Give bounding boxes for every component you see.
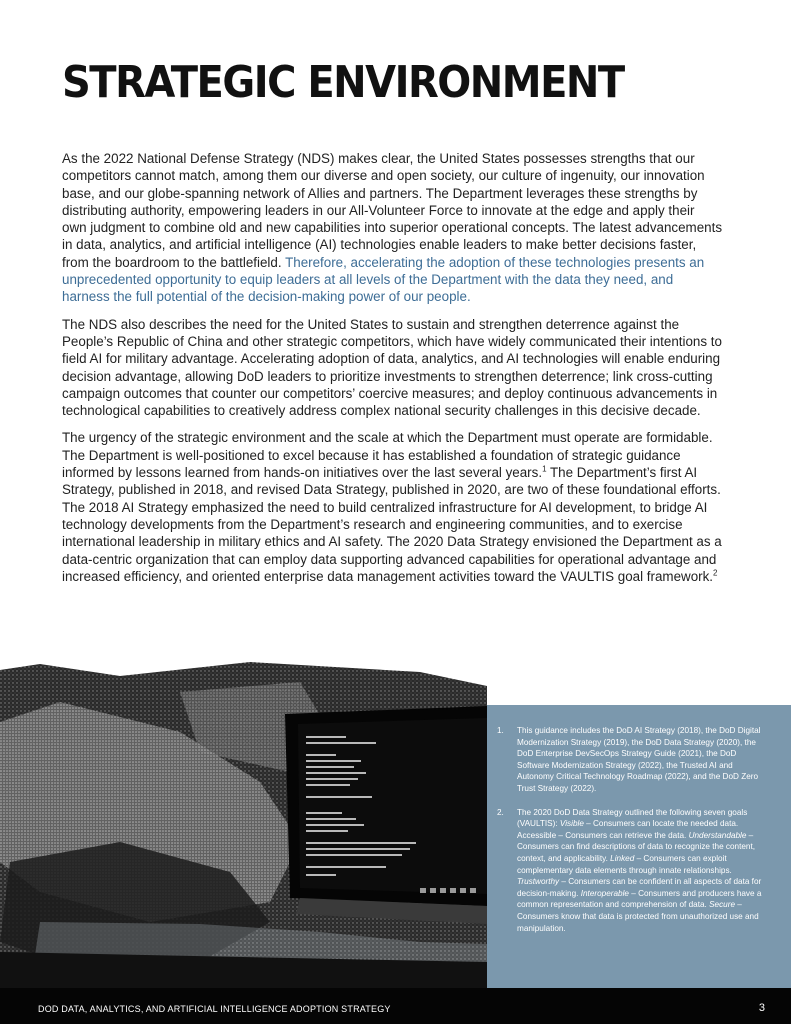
footnote-text-part: The 2020 DoD Data Strategy outlined the following seven goals (VAULTIS): [517,807,748,829]
footnote-text-part: – Consumers know that data is protected from unauthorized use and manipulation. [517,900,759,933]
footnote-text-part: – Consumers can be confident in all aspects of data for decision-making. [517,877,762,898]
paragraph-1 [62,150,722,306]
footnote-1 [497,725,767,795]
paragraph-3-text-a: The urgency of the strategic environment and the scale at which the Department must operate are formidable. The Department is well-positioned to excel because it has established a foundation of strategic guidance informed by lessons learned from hands-on initiatives over the last several years. [62,430,713,481]
footnote-number: 1. [497,726,504,735]
term-secure: Secure [709,900,736,910]
paragraph-3-text-b: The Department’s first AI Strategy, published in 2018, and revised Data Strategy, published in 2020, are two of these foundational efforts. The 2018 AI Strategy emphasized the need to build centralized infrastructure for AI development, to bridge AI technology developments from the Department’s research and engineering communities, and to exercise international leadership in military ethics and AI safety. The 2020 Data Strategy envisioned the Department as a data-centric organization that can employ data supporting advanced capabilities for operational advantage and increased efficiency, and oriented enterprise data management activities toward the VAULTIS goal framework. [62,465,722,584]
footnote-ref-1: 1 [542,464,547,474]
paragraph-3 [62,429,722,585]
footnote-number: 2. [497,807,504,817]
body-text [62,150,722,595]
page-footer [0,988,791,1024]
term-linked: Linked [610,853,635,863]
footnote-text-part: – Consumers can exploit complementary data elements through innate relationships. [517,853,732,875]
footnote-ref-2: 2 [713,568,718,578]
term-understandable: Understandable [688,830,747,840]
footnote-text-part: – Consumers can find descriptions of data to recognize the content, context, and applicability. [517,830,756,863]
footer-title: DOD DATA, ANALYTICS, AND ARTIFICIAL INTELLIGENCE ADOPTION STRATEGY [38,1004,391,1014]
footnote-text-part: – Consumers can locate the needed data. Accessible – Consumers can retrieve the data. [517,819,739,840]
footnote-text: This guidance includes the DoD AI Strategy (2018), the DoD Digital Modernization Strategy (2019), the DoD Data Strategy (2020), the DoD Enterprise DevSecOps Strategy Guide (2021), the DoD Software Modernization Strategy (2022), the Trusted AI and Autonomy Critical Technology Roadmap (2022), and the DoD Zero Trust Strategy (2022). [517,726,761,793]
page-number: 3 [758,1002,765,1014]
footnotes-panel [487,705,791,988]
paragraph-1-highlight: Therefore, accelerating the adoption of these technologies presents an unprecedented opportunity to equip leaders at all levels of the Department with the data they need, and harness the full potential of the decision-making power of our people. [62,254,705,305]
paragraph-2: The NDS also describes the need for the United States to sustain and strengthen deterrence against the People’s Republic of China and other strategic competitors, which have widely communicated their intentions to field AI for military advantage. Accelerating adoption of data, analytics, and AI technologies will enable enduring decision advantage, allowing DoD leaders to prioritize investments to strengthen deterrence; link cross-cutting campaign outcomes that counter our competitors’ coercive measures; and deploy continuous advancements in technological capabilities to creatively address complex national security challenges in this decisive decade. [62,316,722,419]
term-trustworthy: Trustworthy [517,877,560,887]
term-visible: Visible [559,819,584,829]
footnote-text [517,807,767,935]
page-title: STRATEGIC ENVIRONMENT [62,58,624,108]
footnote-text-part: – Consumers and producers have a common representation and comprehension of data. [517,888,762,910]
paragraph-1-text: As the 2022 National Defense Strategy (NDS) makes clear, the United States possesses strengths that our competitors cannot match, among them our diverse and open society, our culture of ingenuity, our innovation base, and our globe-spanning network of Allies and partners. The Department leverages these strengths by distributing authority, empowering leaders in our All-Volunteer Force to innovate at the edge and apply their own judgment to combine old and new capabilities into superior operational concepts. The latest advancements in data, analytics, and artificial intelligence (AI) technologies enable leaders to make better decisions faster, from the boardroom to the battlefield. [62,151,723,270]
footnote-2 [497,807,767,935]
term-interoperable: Interoperable [580,888,629,898]
footnote-list [497,725,767,946]
